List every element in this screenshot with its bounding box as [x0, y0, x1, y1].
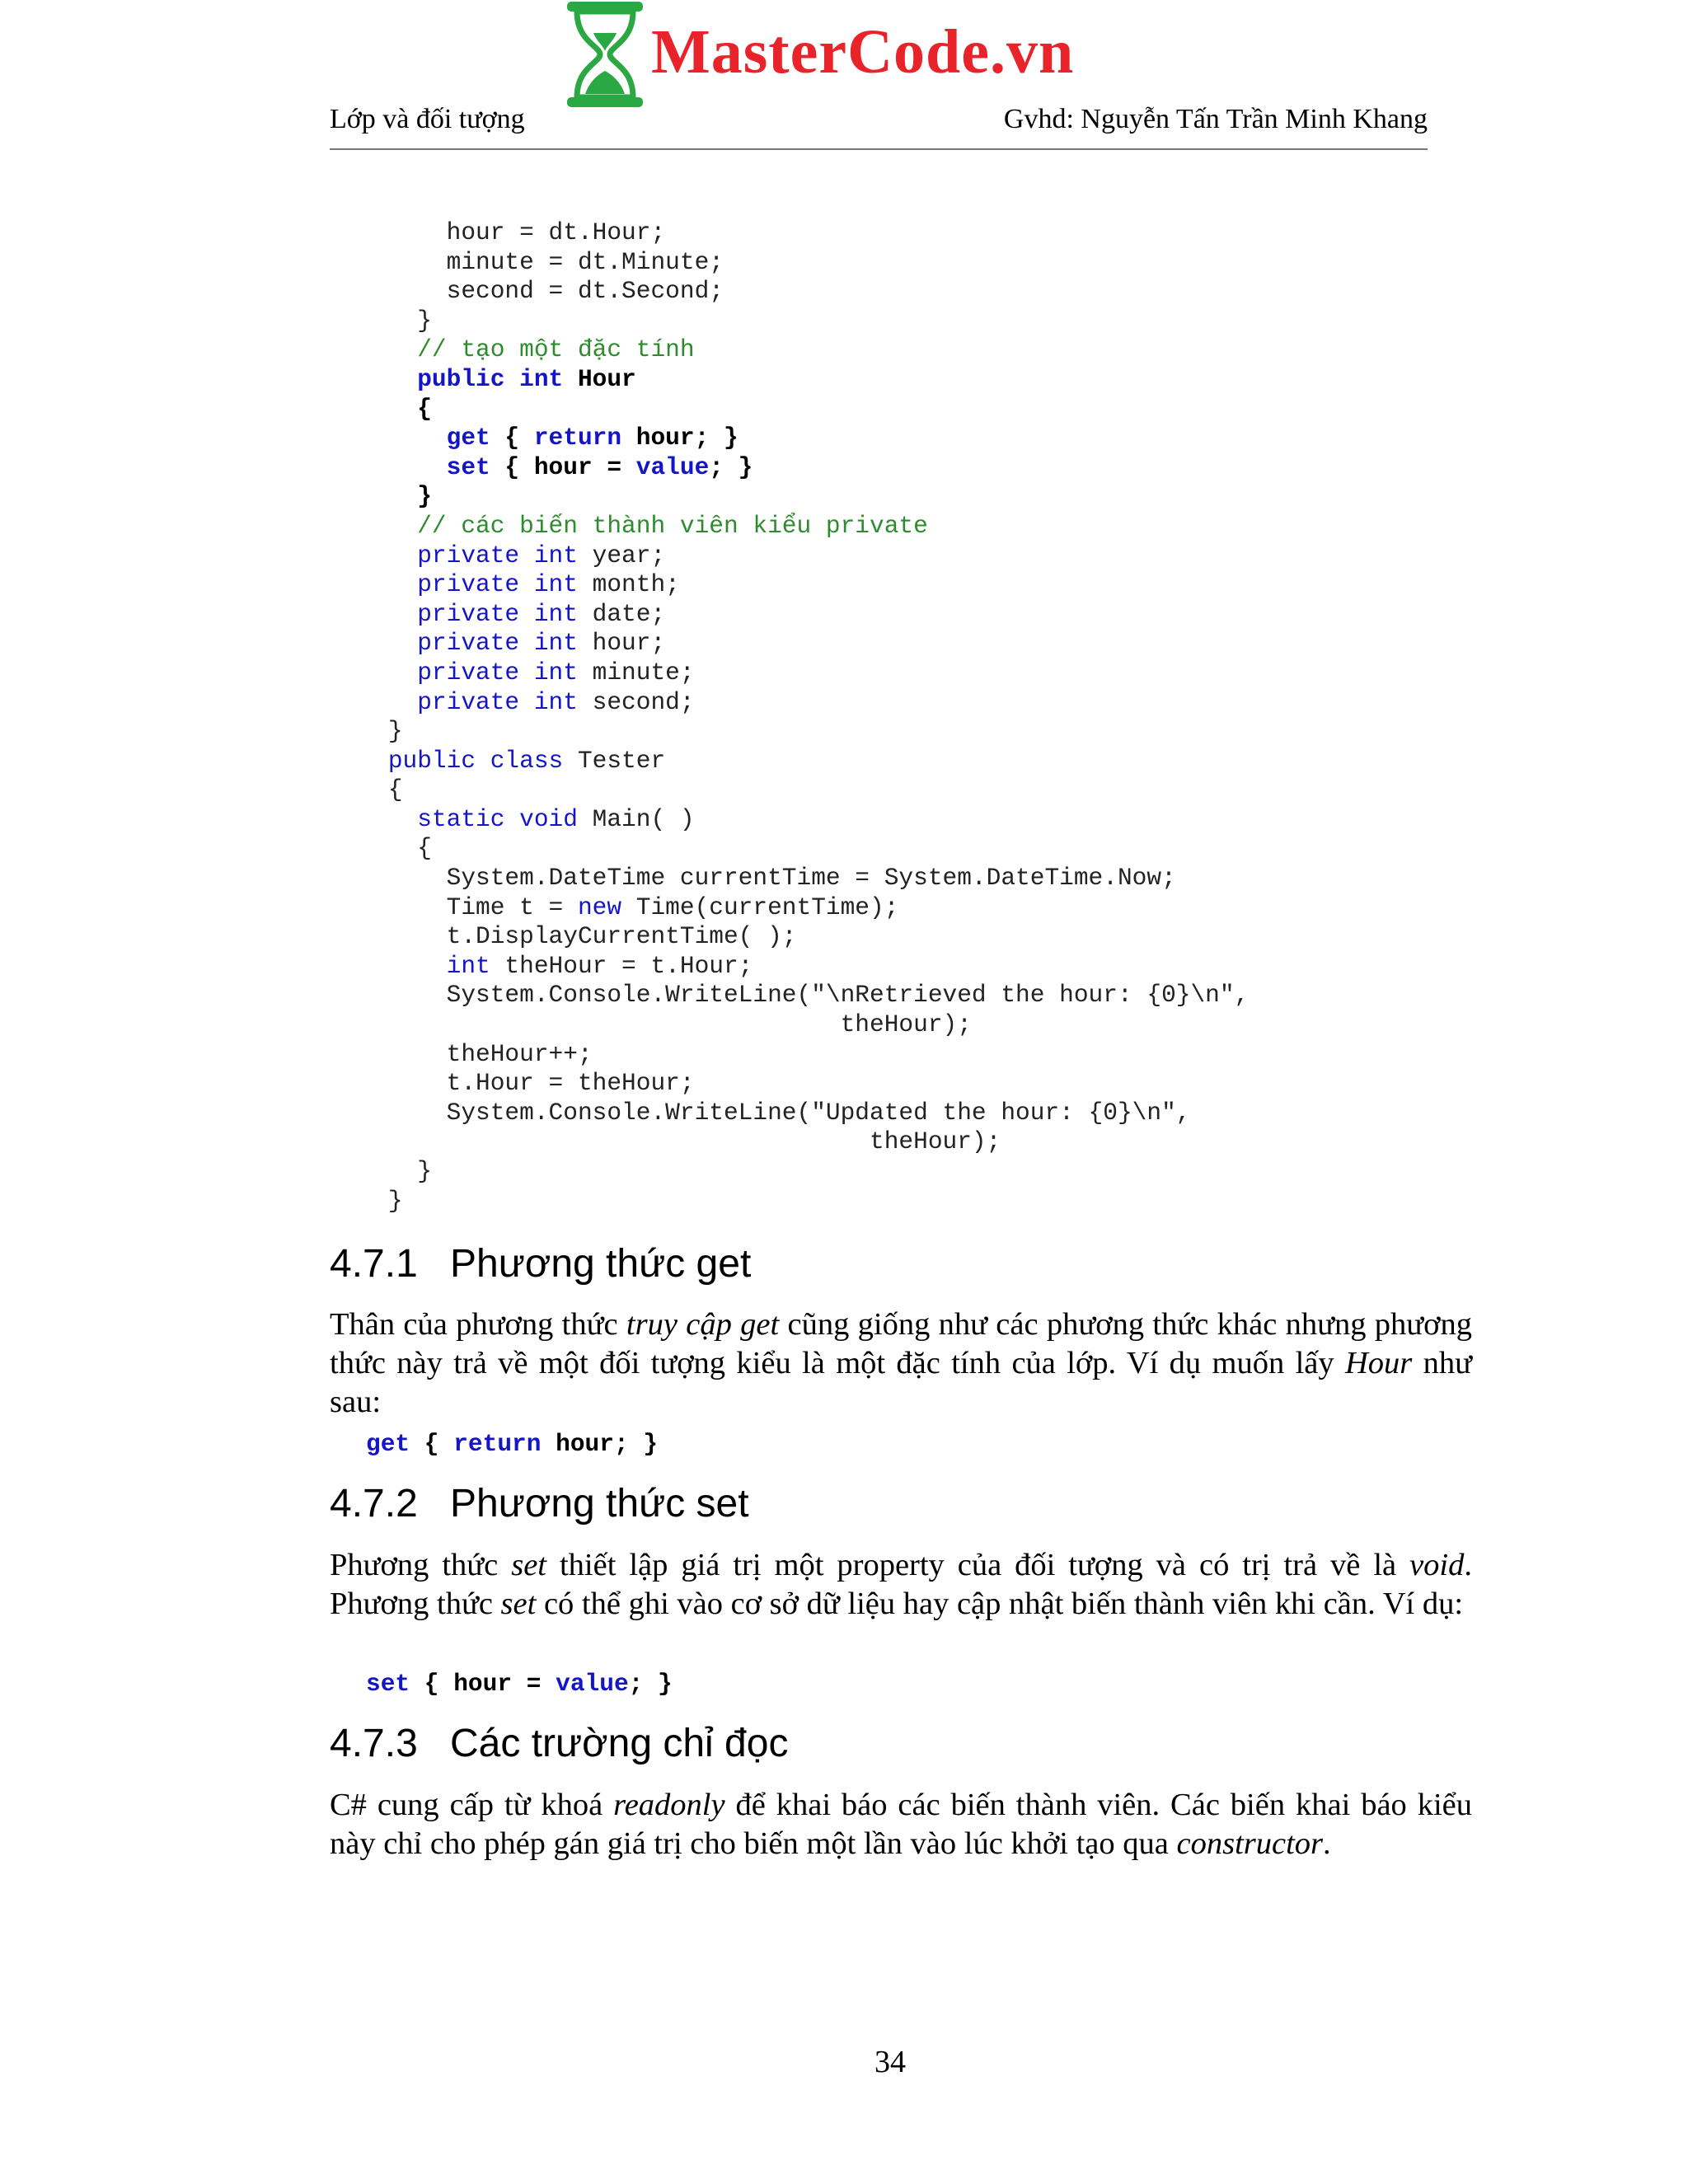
section-heading-get: 4.7.1 Phương thức get — [330, 1242, 752, 1286]
chapter-title: Lớp và đối tượng — [330, 104, 525, 134]
code-line: { — [387, 776, 403, 804]
code-line: t.DisplayCurrentTime( ); — [446, 922, 797, 951]
code-line: public int Hour — [417, 364, 636, 393]
code-line: { — [417, 394, 432, 423]
code-comment: // các biến thành viên kiểu private — [417, 511, 928, 540]
code-line: static void Main( ) — [417, 804, 695, 833]
code-line: set { hour = value; } — [446, 452, 753, 481]
code-line: } — [387, 717, 403, 746]
code-line: } — [387, 1186, 403, 1215]
code-line: t.Hour = theHour; — [446, 1069, 695, 1098]
code-listing — [330, 218, 1249, 1216]
code-line: public class Tester — [387, 746, 666, 775]
section-heading-set: 4.7.2 Phương thức set — [330, 1482, 749, 1526]
code-line: theHour++; — [446, 1039, 593, 1068]
code-line: System.Console.WriteLine("Updated the hour: {0}\n", — [446, 1098, 1191, 1127]
code-line: private int minute; — [417, 658, 695, 687]
section-text-get: Thân của phương thức truy cập get cũng giống như các phương thức khác nhưng phương thức này trả về một đối tượng kiểu là một đặc tính của lớp. Ví dụ muốn lấy Hour như sau: — [330, 1307, 1473, 1419]
instructor-name: Gvhd: Nguyễn Tấn Trần Minh Khang — [1003, 104, 1428, 134]
code-line: System.DateTime currentTime = System.DateTime.Now; — [446, 864, 1176, 893]
code-line: second = dt.Second; — [446, 277, 724, 306]
code-line: Time t = new Time(currentTime); — [330, 893, 899, 921]
code-line: theHour); — [870, 1127, 1001, 1156]
code-line: private int second; — [417, 687, 695, 716]
page-number: 34 — [874, 2045, 906, 2079]
logo-text: MasterCode.vn — [651, 17, 1075, 87]
code-line: private int month; — [417, 570, 680, 599]
section-text-readonly: C# cung cấp từ khoá readonly để khai báo các biến thành viên. Các biến khai báo kiểu này chỉ cho phép gán giá trị cho biến một lần vào lúc khởi tạo qua constructor. — [330, 1788, 1472, 1861]
code-line: { — [417, 834, 432, 863]
code-comment: // tạo một đặc tính — [417, 335, 695, 364]
header-divider — [330, 148, 1428, 150]
code-line: int theHour = t.Hour; — [446, 951, 753, 980]
section-text-set: Phương thức set thiết lập giá trị một property của đối tượng và có trị trả về là void. Phương thức set có thể ghi vào cơ sở dữ liệu hay cập nhật biến thành viên khi cần. Ví dụ: — [330, 1548, 1472, 1621]
mastercode-logo — [565, 0, 1109, 111]
code-line: } — [417, 482, 432, 511]
code-line: hour = dt.Hour; — [446, 218, 666, 246]
code-line: private int hour; — [417, 629, 666, 658]
code-line: theHour); — [840, 1010, 972, 1039]
code-snippet-get: get { return hour; } — [366, 1430, 659, 1458]
hourglass-icon — [565, 0, 645, 109]
code-line: private int date; — [417, 599, 666, 628]
code-line: minute = dt.Minute; — [446, 247, 724, 276]
section-heading-readonly: 4.7.3 Các trường chỉ đọc — [330, 1722, 789, 1765]
code-line: System.Console.WriteLine("\nRetrieved the hour: {0}\n", — [446, 981, 1250, 1010]
code-line: private int year; — [417, 541, 666, 569]
code-line: get { return hour; } — [446, 424, 738, 452]
code-line: } — [417, 1157, 432, 1185]
code-snippet-set: set { hour = value; } — [366, 1670, 673, 1698]
code-line: } — [417, 306, 432, 335]
